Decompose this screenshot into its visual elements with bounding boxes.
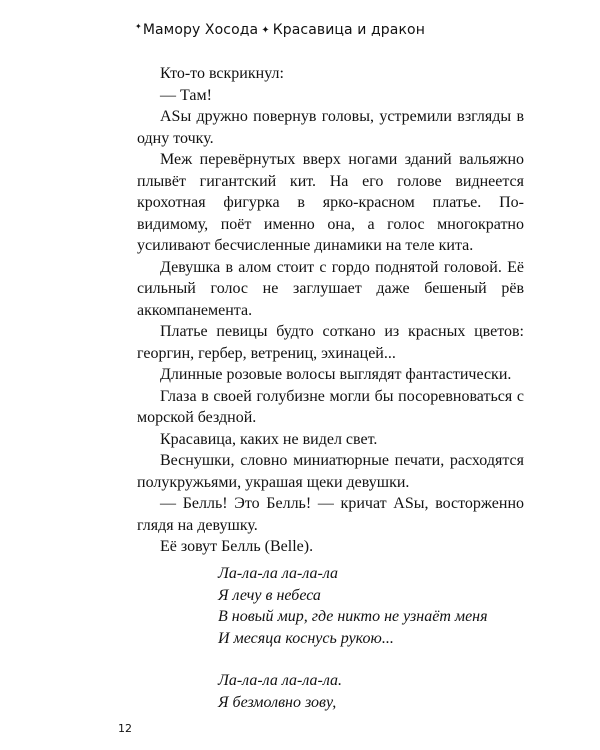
page-number: 12 <box>118 722 132 735</box>
paragraph: — Белль! Это Белль! — кричат ASы, восторженно глядя на девушку. <box>137 495 524 534</box>
paragraph: Глаза в своей голубизне могли бы посоревноваться с морской бездной. <box>137 387 524 426</box>
song-verse <box>218 563 488 734</box>
verse-line: Я лечу в небеса <box>218 586 321 604</box>
verse-line: Ла-ла-ла ла-ла-ла <box>218 565 339 582</box>
running-header <box>135 22 425 38</box>
main-text <box>137 63 524 558</box>
header-separator: ✦ <box>261 25 270 36</box>
header-book-title: Красавица и дракон <box>272 22 425 38</box>
verse-line: В новый мир, где никто не узнаёт меня <box>218 608 488 625</box>
verse-line: Ла-ла-ла ла-ла-ла. <box>218 672 343 689</box>
paragraph: ASы дружно повернув головы, устремили взгляды в одну точку. <box>137 108 524 147</box>
paragraph: Кто-то вскрикнул: <box>160 65 284 82</box>
verse-stanza <box>218 563 488 649</box>
header-author: Мамору Хосода <box>142 22 259 38</box>
verse-stanza <box>218 670 488 713</box>
paragraph: Её зовут Белль (Belle). <box>160 538 314 555</box>
paragraph: — Там! <box>160 86 212 104</box>
paragraph: Длинные розовые волосы выглядят фантастически. <box>160 366 512 383</box>
verse-line: Я безмолвно зову, <box>218 693 337 711</box>
paragraph: Веснушки, словно миниатюрные печати, расходятся полукружьями, украшая щеки девушки. <box>137 452 524 491</box>
paragraph: Красавица, каких не видел свет. <box>160 430 378 448</box>
paragraph: Девушка в алом стоит с гордо поднятой головой. Её сильный голос не заглушает даже бешеный рёв аккомпанемента. <box>137 258 524 319</box>
verse-line: И месяца коснусь рукою... <box>218 629 394 647</box>
paragraph: Меж перевёрнутых вверх ногами зданий вальяжно плывёт гигантский кит. На его голове виднеется крохотная фигурка в ярко-красном платье. По-видимому, поёт именно она, а голос многократно усиливают бесчисленные динамики на теле кита. <box>137 151 524 254</box>
star-icon: ✦ <box>135 22 142 31</box>
paragraph: Платье певицы будто соткано из красных цветов: георгин, гербер, ветрениц, эхинацей... <box>137 323 524 362</box>
